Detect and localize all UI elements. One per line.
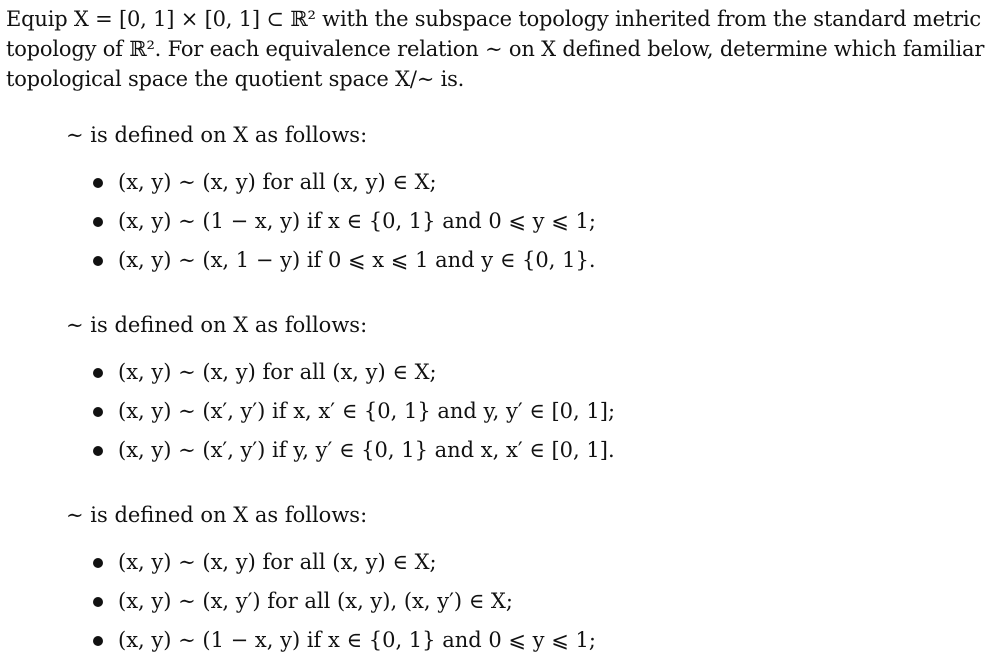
bullet-icon [93,178,103,188]
bullet-icon [93,597,103,607]
bullet-icon [93,217,103,227]
part-title: ∼ is defined on X as follows: [66,123,368,147]
list-item-text: (x, y) ∼ (x′, y′) if y, y′ ∈ {0, 1} and x, x′ ∈ [0, 1]. [118,438,615,462]
bullet-icon [93,558,103,568]
problem-statement: Equip X = [0, 1] × [0, 1] ⊂ ℝ² with the subspace topology inherited from the standard metric topology of ℝ². For each equivalence relation ∼ on X defined below, determine which familiar topological space the quotient space X/∼ is. [6,7,985,91]
list-item-text: (x, y) ∼ (x, y) for all (x, y) ∈ X; [118,550,437,574]
list-item-text: (x, y) ∼ (x, y) for all (x, y) ∈ X; [118,170,437,194]
list-item-text: (x, y) ∼ (x′, y′) if x, x′ ∈ {0, 1} and y, y′ ∈ [0, 1]; [118,399,616,423]
bullet-icon [93,636,103,646]
list-item-text: (x, y) ∼ (x, 1 − y) if 0 ⩽ x ⩽ 1 and y ∈ {0, 1}. [118,248,596,272]
bullet-icon [93,256,103,266]
part-title: ∼ is defined on X as follows: [66,313,368,337]
bullet-icon [93,446,103,456]
bullet-icon [93,368,103,378]
list-item-text: (x, y) ∼ (x, y) for all (x, y) ∈ X; [118,360,437,384]
list-item-text: (x, y) ∼ (x, y′) for all (x, y), (x, y′) ∈ X; [118,589,513,613]
list-item-text: (x, y) ∼ (1 − x, y) if x ∈ {0, 1} and 0 ⩽ y ⩽ 1; [118,628,596,652]
part-title: ∼ is defined on X as follows: [66,503,368,527]
bullet-icon [93,407,103,417]
list-item-text: (x, y) ∼ (1 − x, y) if x ∈ {0, 1} and 0 ⩽ y ⩽ 1; [118,209,596,233]
